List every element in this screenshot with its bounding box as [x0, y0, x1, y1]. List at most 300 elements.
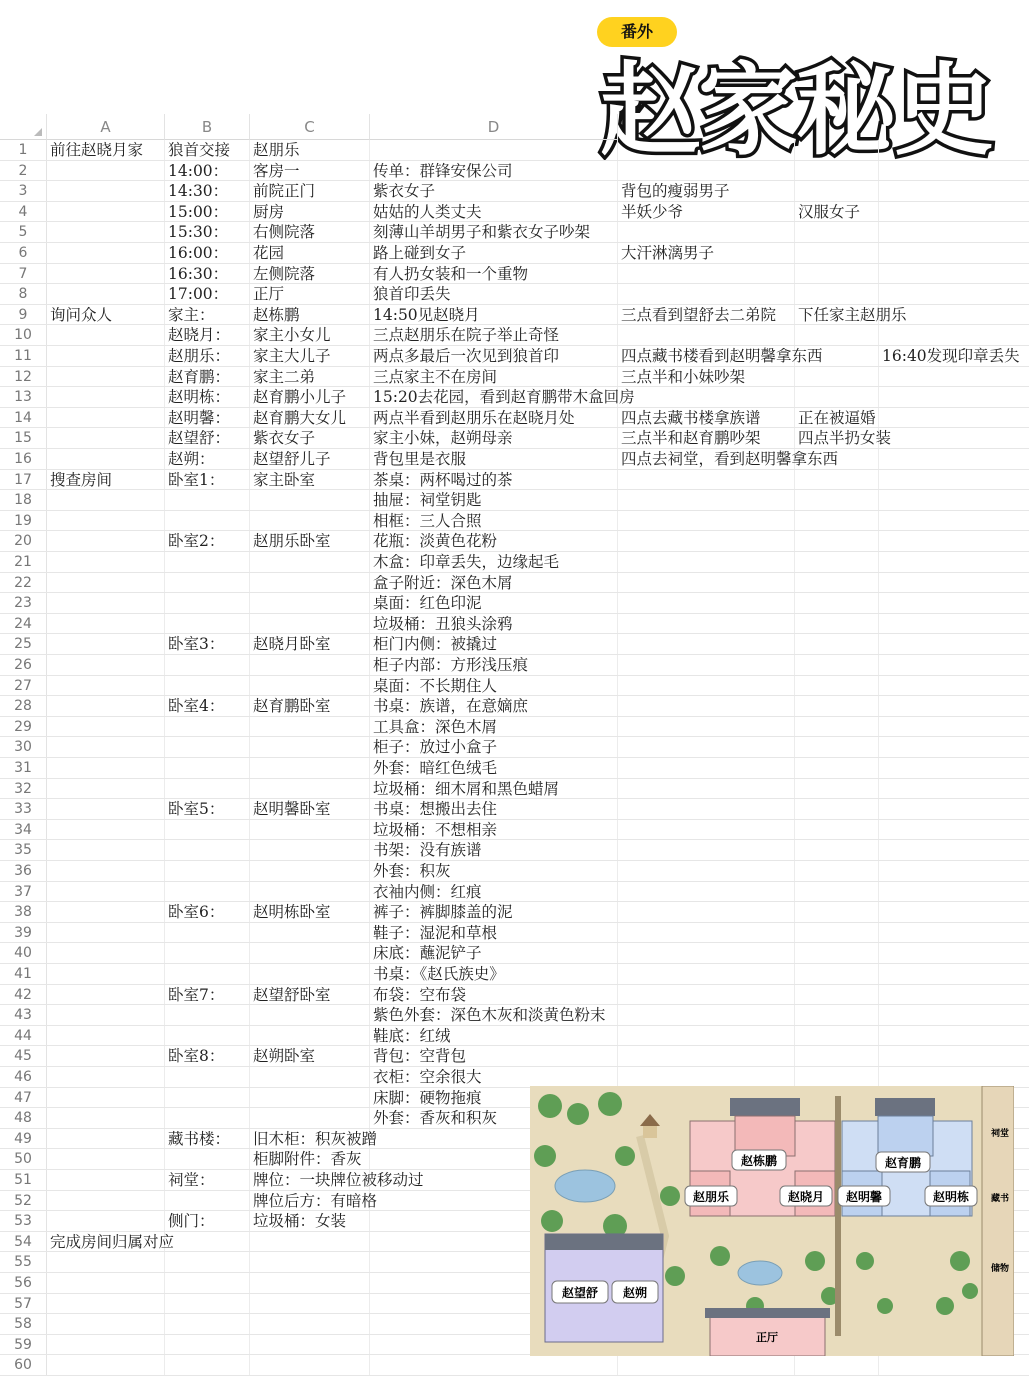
cell-f[interactable]: [795, 511, 879, 531]
cell-b[interactable]: [165, 552, 250, 572]
cell-a[interactable]: [47, 799, 165, 819]
cell-d[interactable]: 床脚：硬物拖痕: [370, 1088, 618, 1108]
cell-e[interactable]: 四点去藏书楼拿族谱: [618, 408, 795, 428]
cell-a[interactable]: [47, 614, 165, 634]
cell-c[interactable]: [250, 655, 370, 675]
cell-c[interactable]: [250, 964, 370, 984]
cell-d[interactable]: 柜子：放过小盒子: [370, 737, 618, 757]
cell-g[interactable]: [879, 943, 1029, 963]
cell-f[interactable]: [795, 799, 879, 819]
cell-c[interactable]: [250, 717, 370, 737]
cell-f[interactable]: [795, 1026, 879, 1046]
column-header-a[interactable]: A: [47, 114, 165, 140]
cell-e[interactable]: [618, 593, 795, 613]
cell-c[interactable]: 花园: [250, 243, 370, 263]
cell-d[interactable]: 木盒：印章丢失，边缘起毛: [370, 552, 618, 572]
cell-a[interactable]: [47, 1355, 165, 1375]
cell-g[interactable]: [879, 902, 1029, 922]
row-header[interactable]: 41: [0, 964, 47, 984]
row-header[interactable]: 12: [0, 367, 47, 387]
cell-a[interactable]: [47, 511, 165, 531]
cell-b[interactable]: [165, 511, 250, 531]
cell-c[interactable]: [250, 1335, 370, 1355]
cell-e[interactable]: [618, 799, 795, 819]
cell-f[interactable]: 下任家主赵朋乐: [795, 305, 879, 325]
cell-c[interactable]: 家主二弟: [250, 367, 370, 387]
cell-d[interactable]: 鞋子：湿泥和草根: [370, 923, 618, 943]
cell-g[interactable]: [879, 511, 1029, 531]
cell-a[interactable]: [47, 964, 165, 984]
cell-b[interactable]: 赵望舒：: [165, 428, 250, 448]
cell-f[interactable]: [795, 449, 879, 469]
cell-d[interactable]: 有人扔女装和一个重物: [370, 264, 618, 284]
row-header[interactable]: 42: [0, 985, 47, 1005]
cell-d[interactable]: 家主小妹，赵朔母亲: [370, 428, 618, 448]
cell-d[interactable]: 相框：三人合照: [370, 511, 618, 531]
cell-g[interactable]: [879, 964, 1029, 984]
row-header[interactable]: 53: [0, 1211, 47, 1231]
row-header[interactable]: 58: [0, 1314, 47, 1334]
cell-f[interactable]: [795, 985, 879, 1005]
cell-d[interactable]: 书架：没有族谱: [370, 840, 618, 860]
cell-g[interactable]: [879, 161, 1029, 181]
cell-c[interactable]: [250, 573, 370, 593]
cell-d[interactable]: 桌面：不长期住人: [370, 676, 618, 696]
cell-a[interactable]: [47, 779, 165, 799]
cell-g[interactable]: [879, 428, 1029, 448]
cell-d[interactable]: 书桌：想搬出去住: [370, 799, 618, 819]
cell-a[interactable]: [47, 1252, 165, 1272]
cell-e[interactable]: 三点半和小妹吵架: [618, 367, 795, 387]
cell-e[interactable]: 半妖少爷: [618, 202, 795, 222]
cell-a[interactable]: [47, 676, 165, 696]
cell-a[interactable]: [47, 490, 165, 510]
cell-b[interactable]: 卧室6：: [165, 902, 250, 922]
cell-a[interactable]: [47, 1335, 165, 1355]
cell-e[interactable]: 背包的瘦弱男子: [618, 181, 795, 201]
cell-a[interactable]: [47, 161, 165, 181]
cell-c[interactable]: [250, 1314, 370, 1334]
cell-c[interactable]: [250, 943, 370, 963]
cell-e[interactable]: [618, 552, 795, 572]
cell-c[interactable]: 赵栋鹏: [250, 305, 370, 325]
cell-e[interactable]: [618, 985, 795, 1005]
cell-e[interactable]: 三点看到望舒去二弟院: [618, 305, 795, 325]
column-header-b[interactable]: B: [165, 114, 250, 140]
cell-g[interactable]: [879, 181, 1029, 201]
cell-e[interactable]: [618, 717, 795, 737]
cell-d[interactable]: 背包里是衣服: [370, 449, 618, 469]
cell-c[interactable]: [250, 1026, 370, 1046]
cell-g[interactable]: [879, 861, 1029, 881]
cell-b[interactable]: 卧室4：: [165, 696, 250, 716]
cell-g[interactable]: [879, 573, 1029, 593]
cell-f[interactable]: [795, 923, 879, 943]
cell-a[interactable]: [47, 985, 165, 1005]
cell-g[interactable]: [879, 552, 1029, 572]
cell-f[interactable]: [795, 346, 879, 366]
cell-b[interactable]: 卧室2：: [165, 531, 250, 551]
cell-b[interactable]: 17:00：: [165, 284, 250, 304]
cell-g[interactable]: [879, 470, 1029, 490]
cell-g[interactable]: [879, 140, 1029, 160]
cell-e[interactable]: [618, 573, 795, 593]
cell-b[interactable]: [165, 923, 250, 943]
row-header[interactable]: 21: [0, 552, 47, 572]
cell-e[interactable]: [618, 655, 795, 675]
cell-b[interactable]: 赵朔：: [165, 449, 250, 469]
cell-f[interactable]: 四点半扔女装: [795, 428, 879, 448]
cell-g[interactable]: [879, 305, 1029, 325]
cell-c[interactable]: 赵望舒卧室: [250, 985, 370, 1005]
cell-g[interactable]: 16:40发现印章丢失: [882, 347, 1020, 365]
cell-a[interactable]: [47, 284, 165, 304]
cell-b[interactable]: [165, 1232, 250, 1252]
cell-b[interactable]: 侧门：: [165, 1211, 250, 1231]
cell-g[interactable]: [879, 820, 1029, 840]
cell-e[interactable]: [618, 1355, 795, 1375]
cell-b[interactable]: 16:30：: [165, 264, 250, 284]
row-header[interactable]: 26: [0, 655, 47, 675]
cell-c[interactable]: [250, 593, 370, 613]
cell-d[interactable]: 狼首印丢失: [370, 284, 618, 304]
cell-g[interactable]: [879, 717, 1029, 737]
cell-c[interactable]: [250, 552, 370, 572]
cell-f[interactable]: [795, 387, 879, 407]
row-header[interactable]: 43: [0, 1005, 47, 1025]
cell-a[interactable]: [47, 346, 165, 366]
cell-b[interactable]: 14:00：: [165, 161, 250, 181]
cell-b[interactable]: [165, 1067, 250, 1087]
cell-e[interactable]: [618, 140, 795, 160]
cell-c[interactable]: [250, 923, 370, 943]
cell-a[interactable]: [47, 861, 165, 881]
cell-a[interactable]: [47, 181, 165, 201]
cell-c[interactable]: 垃圾桶：女装: [250, 1211, 370, 1231]
cell-b[interactable]: [165, 1335, 250, 1355]
cell-g[interactable]: [879, 985, 1029, 1005]
row-header[interactable]: 54: [0, 1232, 47, 1252]
row-header[interactable]: 23: [0, 593, 47, 613]
cell-d[interactable]: 花瓶：淡黄色花粉: [370, 531, 618, 551]
row-header[interactable]: 38: [0, 902, 47, 922]
cell-g[interactable]: [879, 408, 1029, 428]
cell-d[interactable]: 抽屉：祠堂钥匙: [370, 490, 618, 510]
cell-a[interactable]: [47, 1088, 165, 1108]
cell-a[interactable]: [47, 943, 165, 963]
cell-c[interactable]: [250, 758, 370, 778]
cell-e[interactable]: [618, 820, 795, 840]
cell-g[interactable]: [879, 737, 1029, 757]
cell-f[interactable]: [795, 1067, 879, 1087]
cell-c[interactable]: [250, 1273, 370, 1293]
row-header[interactable]: 13: [0, 387, 47, 407]
cell-b[interactable]: [165, 861, 250, 881]
cell-b[interactable]: [165, 1191, 250, 1211]
cell-d[interactable]: 15:20去花园，看到赵育鹏带木盒回房: [370, 387, 618, 407]
cell-b[interactable]: [165, 717, 250, 737]
row-header[interactable]: 56: [0, 1273, 47, 1293]
cell-f[interactable]: [795, 1046, 879, 1066]
cell-g[interactable]: [879, 387, 1029, 407]
cell-f[interactable]: [795, 655, 879, 675]
cell-e[interactable]: [618, 964, 795, 984]
cell-c[interactable]: 赵明栋卧室: [250, 902, 370, 922]
row-header[interactable]: 44: [0, 1026, 47, 1046]
cell-e[interactable]: [618, 222, 795, 242]
row-header[interactable]: 28: [0, 696, 47, 716]
cell-f[interactable]: [795, 964, 879, 984]
cell-e[interactable]: [618, 614, 795, 634]
cell-a[interactable]: [47, 449, 165, 469]
cell-g[interactable]: [879, 882, 1029, 902]
row-header[interactable]: 60: [0, 1355, 47, 1375]
cell-d[interactable]: 鞋底：红绒: [370, 1026, 618, 1046]
cell-f[interactable]: 汉服女子: [795, 202, 879, 222]
cell-c[interactable]: 赵育鹏大女儿: [250, 408, 370, 428]
row-header[interactable]: 48: [0, 1108, 47, 1128]
cell-g[interactable]: [879, 923, 1029, 943]
row-header[interactable]: 35: [0, 840, 47, 860]
cell-c[interactable]: [250, 779, 370, 799]
cell-d[interactable]: 桌面：红色印泥: [370, 593, 618, 613]
cell-b[interactable]: [165, 1252, 250, 1272]
cell-e[interactable]: [618, 1067, 795, 1087]
row-header[interactable]: 18: [0, 490, 47, 510]
cell-e[interactable]: [618, 490, 795, 510]
cell-a[interactable]: [47, 408, 165, 428]
cell-d[interactable]: 工具盒：深色木屑: [370, 717, 618, 737]
cell-b[interactable]: [165, 779, 250, 799]
cell-a[interactable]: [47, 367, 165, 387]
cell-b[interactable]: [165, 655, 250, 675]
cell-g[interactable]: [879, 243, 1029, 263]
row-header[interactable]: 29: [0, 717, 47, 737]
cell-d[interactable]: 茶桌：两杯喝过的茶: [370, 470, 618, 490]
cell-e[interactable]: [618, 1026, 795, 1046]
cell-c[interactable]: [250, 511, 370, 531]
cell-f[interactable]: [795, 531, 879, 551]
cell-c[interactable]: [250, 737, 370, 757]
cell-a[interactable]: [47, 428, 165, 448]
cell-f[interactable]: [795, 902, 879, 922]
cell-b[interactable]: [165, 1314, 250, 1334]
cell-f[interactable]: [795, 552, 879, 572]
cell-e[interactable]: [618, 882, 795, 902]
cell-g[interactable]: [879, 1046, 1029, 1066]
cell-f[interactable]: [795, 181, 879, 201]
cell-b[interactable]: [165, 676, 250, 696]
cell-g[interactable]: [879, 264, 1029, 284]
cell-a[interactable]: 询问众人: [47, 305, 165, 325]
cell-b[interactable]: 家主：: [165, 305, 250, 325]
cell-d[interactable]: 柜子内部：方形浅压痕: [370, 655, 618, 675]
cell-g[interactable]: [879, 655, 1029, 675]
row-header[interactable]: 1: [0, 140, 47, 160]
cell-d[interactable]: 外套：暗红色绒毛: [370, 758, 618, 778]
cell-f[interactable]: [795, 140, 879, 160]
row-header[interactable]: 16: [0, 449, 47, 469]
cell-e[interactable]: [618, 840, 795, 860]
cell-e[interactable]: [618, 1005, 795, 1025]
row-header[interactable]: 33: [0, 799, 47, 819]
cell-a[interactable]: [47, 1211, 165, 1231]
cell-a[interactable]: [47, 902, 165, 922]
cell-f[interactable]: [795, 676, 879, 696]
row-header[interactable]: 47: [0, 1088, 47, 1108]
row-header[interactable]: 17: [0, 470, 47, 490]
cell-g[interactable]: [879, 202, 1029, 222]
cell-e[interactable]: [618, 923, 795, 943]
cell-e[interactable]: [618, 325, 795, 345]
cell-c[interactable]: [250, 1108, 370, 1128]
cell-c[interactable]: 左侧院落: [250, 264, 370, 284]
cell-e[interactable]: [618, 861, 795, 881]
row-header[interactable]: 3: [0, 181, 47, 201]
cell-g[interactable]: [879, 490, 1029, 510]
cell-e[interactable]: [618, 264, 795, 284]
cell-g[interactable]: [879, 799, 1029, 819]
cell-f[interactable]: [795, 717, 879, 737]
cell-a[interactable]: [47, 634, 165, 654]
cell-c[interactable]: 赵育鹏卧室: [250, 696, 370, 716]
cell-d[interactable]: 衣袖内侧：红痕: [370, 882, 618, 902]
cell-g[interactable]: [879, 1005, 1029, 1025]
cell-g[interactable]: [879, 758, 1029, 778]
cell-c[interactable]: [250, 820, 370, 840]
cell-c[interactable]: 前院正门: [250, 181, 370, 201]
cell-a[interactable]: [47, 1026, 165, 1046]
column-header-c[interactable]: C: [250, 114, 370, 140]
cell-f[interactable]: [795, 573, 879, 593]
cell-d[interactable]: 两点半看到赵朋乐在赵晓月处: [370, 408, 618, 428]
row-header[interactable]: 10: [0, 325, 47, 345]
cell-d[interactable]: 14:50见赵晓月: [370, 305, 618, 325]
cell-b[interactable]: 15:00：: [165, 202, 250, 222]
cell-c[interactable]: 客房一: [250, 161, 370, 181]
cell-g[interactable]: [879, 614, 1029, 634]
row-header[interactable]: 37: [0, 882, 47, 902]
cell-c[interactable]: 赵明馨卧室: [250, 799, 370, 819]
cell-c[interactable]: 赵育鹏小儿子: [250, 387, 370, 407]
cell-a[interactable]: [47, 923, 165, 943]
cell-f[interactable]: [795, 161, 879, 181]
cell-d[interactable]: 盒子附近：深色木屑: [370, 573, 618, 593]
cell-f[interactable]: [795, 284, 879, 304]
cell-d[interactable]: 两点多最后一次见到狼首印: [370, 346, 618, 366]
row-header[interactable]: 25: [0, 634, 47, 654]
row-header[interactable]: 50: [0, 1149, 47, 1169]
cell-a[interactable]: [47, 202, 165, 222]
cell-b[interactable]: [165, 614, 250, 634]
cell-a[interactable]: [47, 737, 165, 757]
cell-f[interactable]: [795, 758, 879, 778]
cell-c[interactable]: [250, 1067, 370, 1087]
cell-d[interactable]: [370, 1355, 618, 1375]
cell-e[interactable]: [618, 676, 795, 696]
cell-a[interactable]: [47, 840, 165, 860]
cell-a[interactable]: [47, 696, 165, 716]
cell-a[interactable]: [47, 325, 165, 345]
cell-c[interactable]: 赵朋乐: [250, 140, 370, 160]
row-header[interactable]: 7: [0, 264, 47, 284]
cell-e[interactable]: [618, 387, 795, 407]
row-header[interactable]: 2: [0, 161, 47, 181]
row-header[interactable]: 36: [0, 861, 47, 881]
cell-g[interactable]: [879, 325, 1029, 345]
cell-b[interactable]: [165, 820, 250, 840]
row-header[interactable]: 32: [0, 779, 47, 799]
cell-b[interactable]: [165, 737, 250, 757]
cell-c[interactable]: 柜脚附件：香灰: [250, 1149, 370, 1169]
row-header[interactable]: 57: [0, 1294, 47, 1314]
row-header[interactable]: 15: [0, 428, 47, 448]
cell-c[interactable]: [250, 882, 370, 902]
cell-e[interactable]: [618, 737, 795, 757]
cell-g[interactable]: [879, 1355, 1029, 1375]
cell-e[interactable]: [618, 531, 795, 551]
cell-f[interactable]: [795, 614, 879, 634]
cell-a[interactable]: [47, 717, 165, 737]
cell-g[interactable]: [879, 1067, 1029, 1087]
cell-e[interactable]: 四点藏书楼看到赵明馨拿东西: [618, 346, 795, 366]
cell-g[interactable]: [879, 840, 1029, 860]
cell-a[interactable]: [47, 531, 165, 551]
cell-g[interactable]: [879, 593, 1029, 613]
cell-g[interactable]: [879, 676, 1029, 696]
cell-b[interactable]: 赵明栋：: [165, 387, 250, 407]
cell-e[interactable]: [618, 758, 795, 778]
cell-f[interactable]: [795, 943, 879, 963]
cell-b[interactable]: [165, 1149, 250, 1169]
cell-d[interactable]: 衣柜：空余很大: [370, 1067, 618, 1087]
cell-e[interactable]: [618, 511, 795, 531]
cell-f[interactable]: [795, 882, 879, 902]
cell-a[interactable]: [47, 1108, 165, 1128]
cell-a[interactable]: [47, 882, 165, 902]
cell-f[interactable]: [795, 737, 879, 757]
cell-g[interactable]: [879, 696, 1029, 716]
cell-f[interactable]: [795, 593, 879, 613]
cell-b[interactable]: [165, 593, 250, 613]
cell-c[interactable]: 赵朔卧室: [250, 1046, 370, 1066]
row-header[interactable]: 34: [0, 820, 47, 840]
cell-b[interactable]: 卧室3：: [165, 634, 250, 654]
cell-f[interactable]: [795, 779, 879, 799]
row-header[interactable]: 6: [0, 243, 47, 263]
cell-b[interactable]: 卧室5：: [165, 799, 250, 819]
cell-c[interactable]: [250, 861, 370, 881]
cell-d[interactable]: 柜门内侧：被撬过: [370, 634, 618, 654]
cell-d[interactable]: 紫衣女子: [370, 181, 618, 201]
cell-b[interactable]: 藏书楼：: [165, 1129, 250, 1149]
row-header[interactable]: 30: [0, 737, 47, 757]
cell-c[interactable]: 家主小女儿: [250, 325, 370, 345]
row-header[interactable]: 4: [0, 202, 47, 222]
row-header[interactable]: 27: [0, 676, 47, 696]
cell-d[interactable]: 垃圾桶：丑狼头涂鸦: [370, 614, 618, 634]
cell-a[interactable]: [47, 222, 165, 242]
cell-f[interactable]: [795, 367, 879, 387]
cell-c[interactable]: [250, 1355, 370, 1375]
cell-a[interactable]: [47, 1170, 165, 1190]
cell-g[interactable]: [879, 779, 1029, 799]
cell-e[interactable]: [618, 902, 795, 922]
cell-g[interactable]: [879, 222, 1029, 242]
cell-c[interactable]: [250, 1232, 370, 1252]
cell-c[interactable]: [250, 1294, 370, 1314]
cell-b[interactable]: [165, 490, 250, 510]
